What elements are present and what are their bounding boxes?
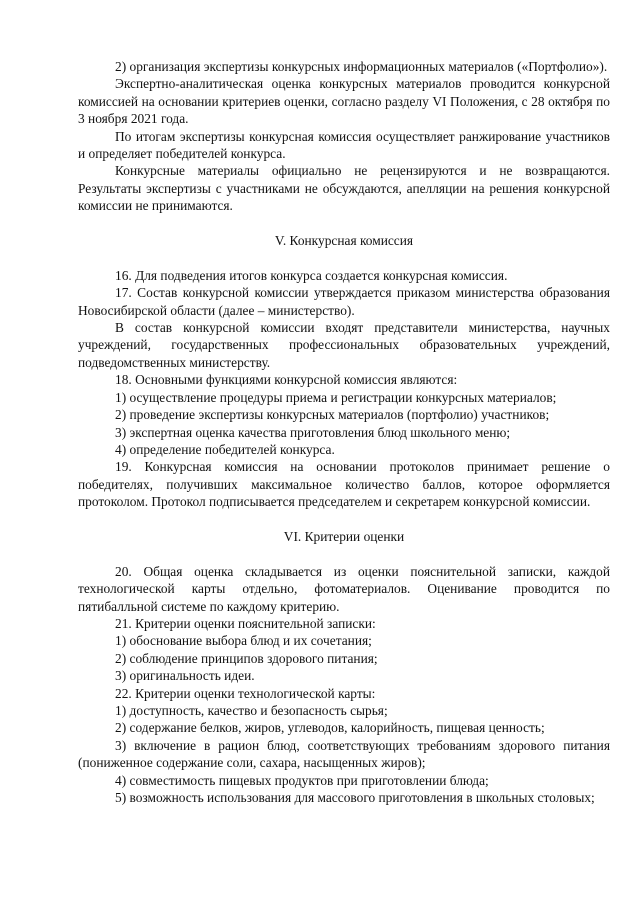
list-item-22-1: 1) доступность, качество и безопасность сырья;	[115, 702, 388, 718]
list-item-18-4: 4) определение победителей конкурса.	[115, 441, 335, 457]
paragraph-commission-members: В состав конкурсной комиссии входят представители министерства, научных учреждений, государственных профессиональных образовательных учреждений, подведомственных министерству.	[78, 320, 610, 370]
list-item-21-2: 2) соблюдение принципов здорового питания;	[115, 650, 378, 666]
list-item-21-3: 3) оригинальность идеи.	[115, 668, 255, 684]
spacer	[78, 249, 610, 266]
list-item-22-4: 4) совместимость пищевых продуктов при приготовлении блюда;	[115, 772, 489, 788]
list-item-21-1: 1) обоснование выбора блюд и их сочетания;	[115, 633, 372, 649]
list-item-18-1: 1) осуществление процедуры приема и регистрации конкурсных материалов;	[115, 389, 557, 405]
section-heading-v: V. Конкурсная комиссия	[274, 233, 414, 249]
paragraph-19: 19. Конкурсная комиссия на основании протоколов принимает решение о победителях, получивших максимальное количество баллов, которое оформляется протоколом. Протокол подписывается председателем и секретарем конкурсной комиссии.	[78, 459, 610, 510]
paragraph-ranking: По итогам экспертизы конкурсная комиссия осуществляет ранжирование участников и определяет победителей конкурса.	[78, 128, 610, 162]
spacer	[78, 511, 610, 528]
spacer	[78, 545, 610, 562]
paragraph-17: 17. Состав конкурсной комиссии утверждается приказом министерства образования Новосибирской области (далее – министерство).	[78, 285, 610, 318]
paragraph-materials-not-returned: Конкурсные материалы официально не рецензируются и не возвращаются. Результаты экспертизы с участниками не обсуждаются, апелляции на решения конкурсной комиссии не принимаются.	[78, 163, 610, 214]
spacer	[78, 215, 610, 232]
list-item-18-3: 3) экспертная оценка качества приготовления блюд школьного меню;	[115, 424, 511, 440]
paragraph-22: 22. Критерии оценки технологической карты:	[115, 685, 376, 701]
section-heading-vi: VI. Критерии оценки	[283, 528, 405, 544]
paragraph-expert-evaluation: Экспертно-аналитическая оценка конкурсных материалов проводится конкурсной комиссией на основании критериев оценки, согласно разделу VI Положения, с 28 октября по 3 ноября 2021 года.	[78, 76, 610, 127]
document-page	[78, 58, 610, 806]
paragraph-20: 20. Общая оценка складывается из оценки пояснительной записки, каждой технологической карты отдельно, фотоматериалов. Оценивание проводится по пятибалльной системе по каждому критерию.	[78, 563, 610, 614]
paragraph-21: 21. Критерии оценки пояснительной записки:	[115, 615, 376, 631]
paragraph-item-2-organization: 2) организация экспертизы конкурсных информационных материалов («Портфолио»).	[115, 59, 608, 74]
list-item-22-5: 5) возможность использования для массового приготовления в школьных столовых;	[115, 790, 595, 805]
list-item-22-2: 2) содержание белков, жиров, углеводов, калорийность, пищевая ценность;	[115, 720, 545, 736]
list-item-22-3: 3) включение в рацион блюд, соответствующих требованиям здорового питания (пониженное содержание соли, сахара, насыщенных жиров);	[78, 737, 610, 771]
paragraph-18: 18. Основными функциями конкурсной комиссия являются:	[115, 372, 458, 388]
paragraph-16: 16. Для подведения итогов конкурса создается конкурсная комиссия.	[115, 267, 508, 283]
list-item-18-2: 2) проведение экспертизы конкурсных материалов (портфолио) участников;	[115, 407, 550, 423]
